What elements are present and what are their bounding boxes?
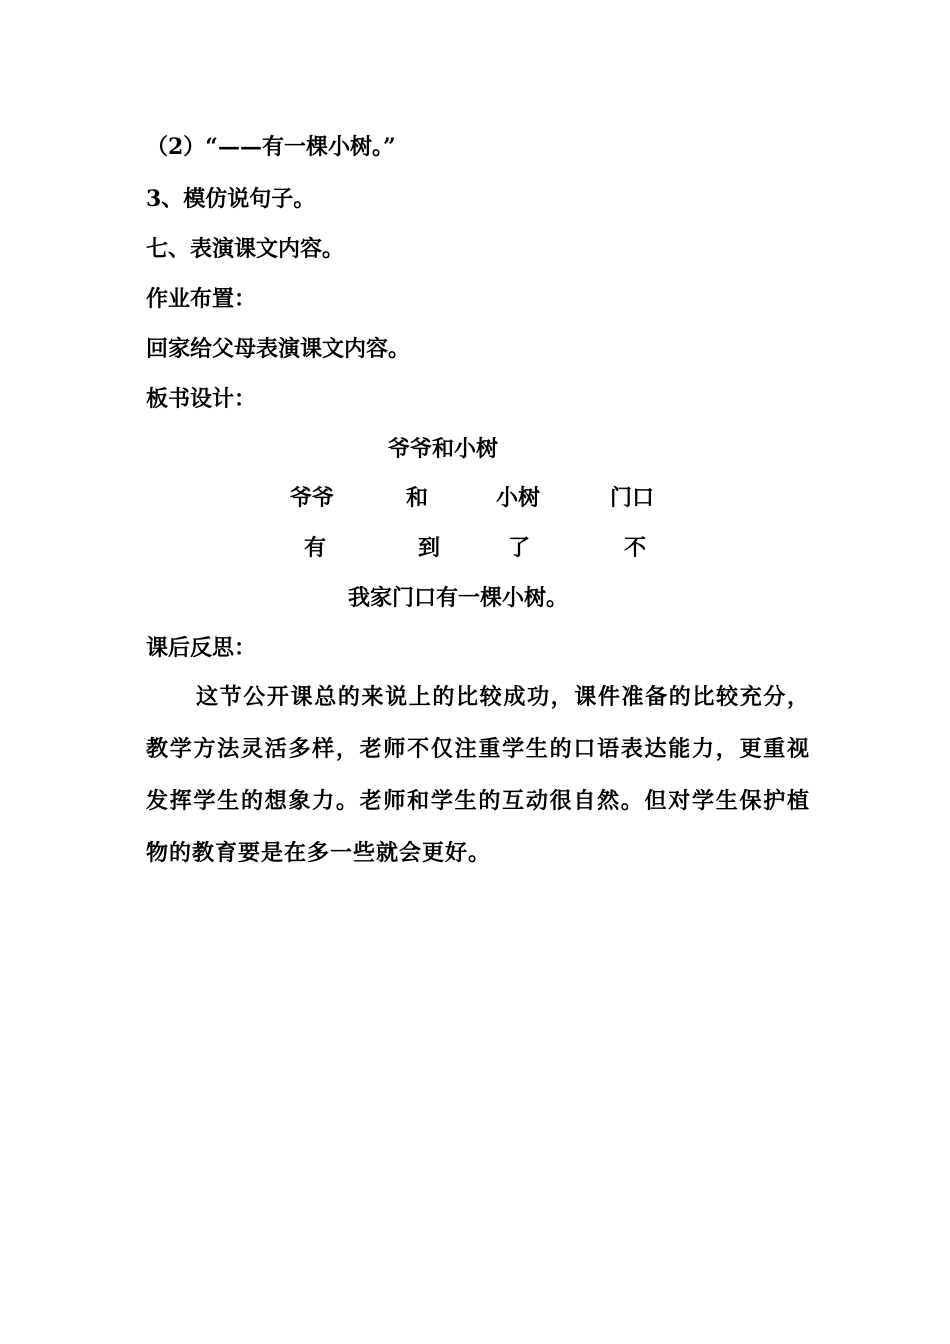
board-row1-cell: 爷爷 — [290, 485, 335, 511]
item-2-line: （2）“——有一棵小树。” — [146, 134, 396, 160]
board-row1-cell: 和 — [406, 485, 429, 511]
homework-text: 回家给父母表演课文内容。 — [146, 336, 411, 362]
board-row2-cell: 了 — [508, 535, 531, 561]
board-design-heading: 板书设计： — [146, 386, 257, 412]
board-row1-cell: 门口 — [610, 485, 655, 511]
board-sentence: 我家门口有一棵小树。 — [348, 585, 569, 611]
reflection-heading: 课后反思： — [146, 635, 257, 661]
board-title: 爷爷和小树 — [388, 436, 499, 462]
board-row2-cell: 不 — [624, 535, 647, 561]
board-row1-cell: 小树 — [496, 485, 541, 511]
reflection-body: 这节公开课总的来说上的比较成功，课件准备的比较充分，教学方法灵活多样，老师不仅注重学生的口语表达能力，更重视发挥学生的想象力。老师和学生的互动很自然。但对学生保护植物的教育要是在多一些就会更好。 — [146, 684, 810, 866]
step-3-line: 3、模仿说句子。 — [146, 186, 316, 212]
homework-heading: 作业布置： — [146, 286, 257, 312]
board-row2-cell: 有 — [304, 535, 327, 561]
section-7-line: 七、表演课文内容。 — [146, 236, 345, 262]
board-row2-cell: 到 — [418, 535, 441, 561]
